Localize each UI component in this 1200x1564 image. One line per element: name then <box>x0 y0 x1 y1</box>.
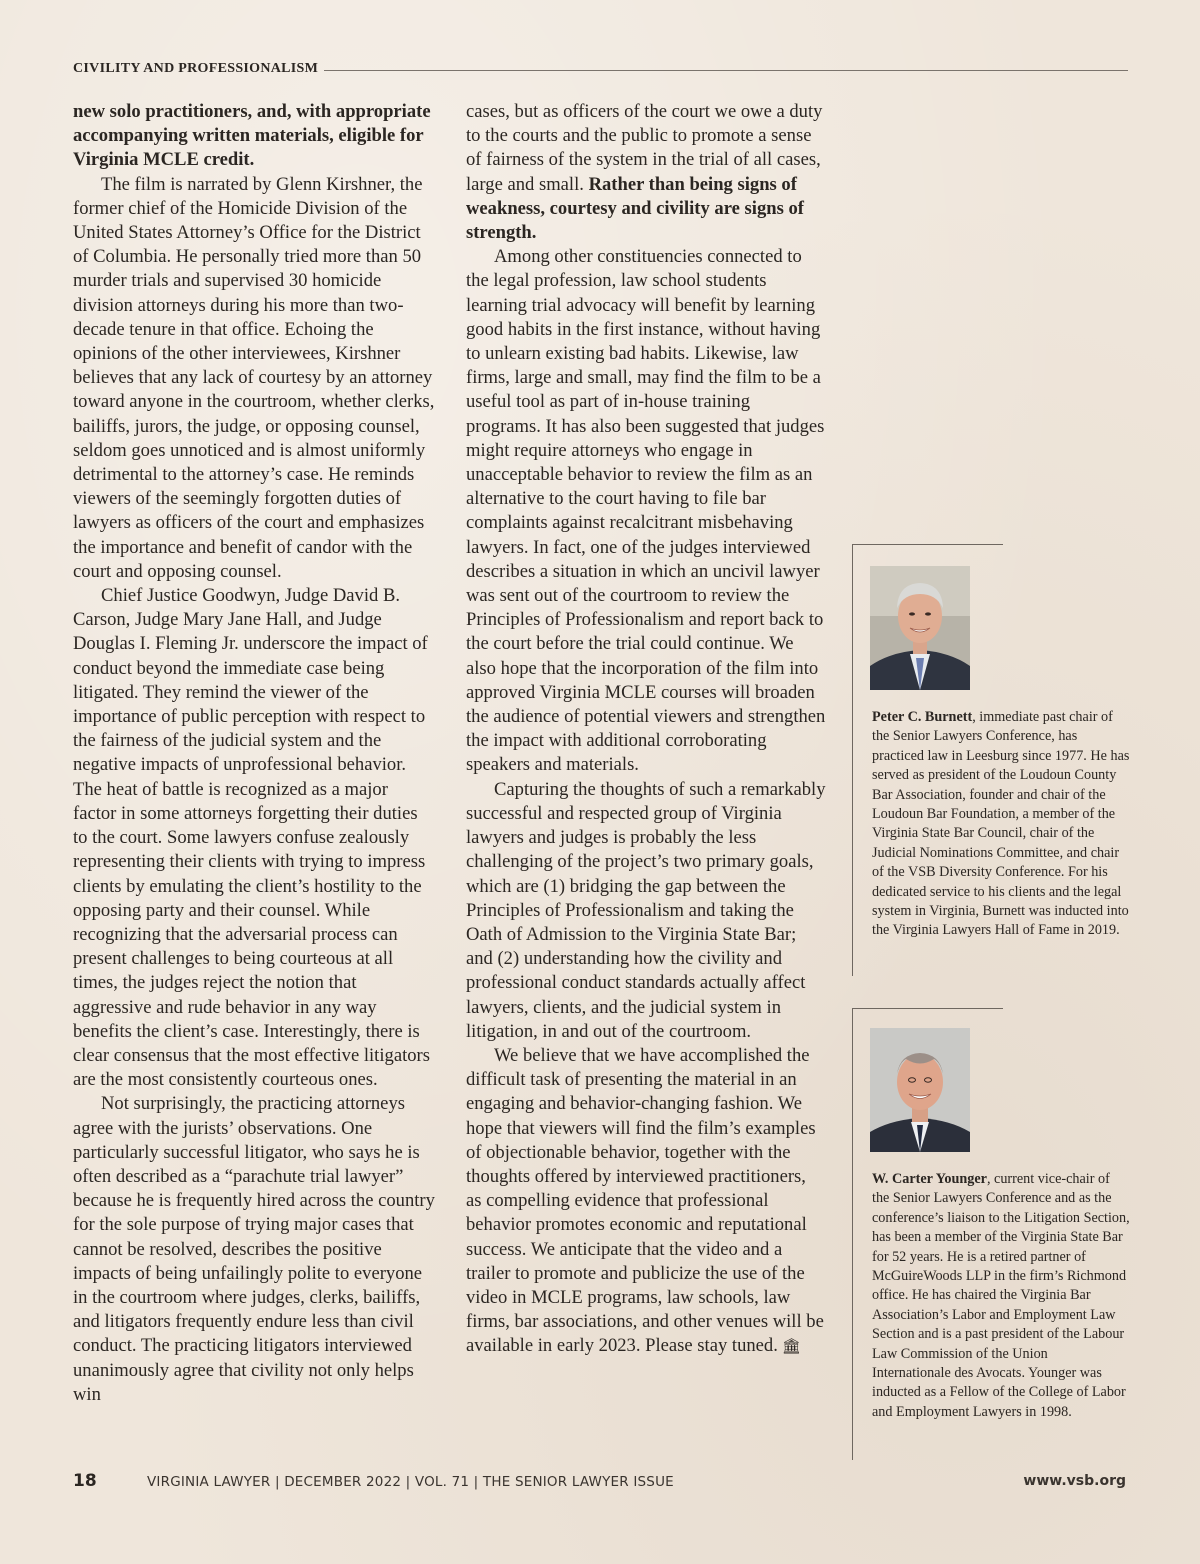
issue-info: VIRGINIA LAWYER | DECEMBER 2022 | VOL. 71 | THE SENIOR LAWYER ISSUE <box>147 1474 674 1490</box>
page-number: 18 <box>73 1471 97 1491</box>
paragraph-constituencies: Among other constituencies connected to the legal profession, law school students learning trial advocacy will benefit by learning good habits in the first instance, without having to unlearn existing bad habits. Likewise, law firms, large and small, may find the film to be a useful tool as part of in-house training programs. It has also been suggested that judges might require attorneys who engage in unacceptable behavior to review the film as an alternative to the court having to file bar complaints against recalcitrant misbehaving lawyers. In fact, one of the judges interviewed describes a situation in which an uncivil lawyer was sent out of the courtroom to review the Principles of Professionalism and report back to the court before the trial could continue. We also hope that the incorporation of the film into approved Virginia MCLE courses will broaden the audience of potential viewers and strengthen the impact with additional corroborating speakers and materials. <box>466 246 826 776</box>
paragraph-conclusion <box>466 1044 826 1360</box>
article-column-1 <box>73 100 435 1407</box>
end-mark-icon: 🏛 <box>781 1339 801 1356</box>
paragraph-narrator: The film is narrated by Glenn Kirshner, the former chief of the Homicide Division of the United States Attorney’s Office for the District of Columbia. He personally tried more than 50 murder trials and supervised 30 homicide division attorneys during his more than two-decade tenure in that office. Echoing the opinions of the other interviewees, Kirshner believes that any lack of courtesy by an attorney toward anyone in the courtroom, whether clerks, bailiffs, jurors, the judge, or opposing counsel, seldom goes unnoticed and is almost uniformly detrimental to the attorney’s case. He reminds viewers of the seemingly forgotten duties of lawyers as officers of the court and emphasizes the importance and benefit of candor with the court and opposing counsel. <box>73 173 435 582</box>
author-bio-younger <box>852 1008 1131 1460</box>
paragraph-goals: Capturing the thoughts of such a remarkably successful and respected group of Virginia lawyers and judges is probably the less challenging of the project’s two primary goals, which are (1) bridging the gap between the Principles of Professionalism and taking the Oath of Admission to the Virginia State Bar; and (2) understanding how the civility and professional conduct standards actually affect lawyers, clients, and the judicial system in litigation, in and out of the courtroom. <box>466 778 826 1042</box>
lead-bold-text: new solo practitioners, and, with appropriate accompanying written materials, eligible for Virginia MCLE credit. <box>73 101 431 171</box>
bio-name: W. Carter Younger <box>872 1171 987 1187</box>
bio-text-burnett <box>872 708 1130 941</box>
bio-text-younger <box>872 1170 1130 1422</box>
section-title: CIVILITY AND PROFESSIONALISM <box>73 61 319 76</box>
paragraph-judges: Chief Justice Goodwyn, Judge David B. Carson, Judge Mary Jane Hall, and Judge Douglas I. Fleming Jr. underscore the impact of conduct beyond the immediate case being litigated. They remind the viewer of the importance of public perception with respect to the fairness of the judicial system and the negative impacts of unprofessional behavior. The heat of battle is recognized as a major factor in some attorneys forgetting their duties to the court. Some lawyers confuse zealously representing their clients with trying to impress clients by emulating the client’s hostility to the opposing party and their counsel. While recognizing that the adversarial process can present challenges to being courteous at all times, the judges reject the notion that aggressive and rude behavior in any way benefits the client’s case. Interestingly, there is clear consensus that the most effective litigators are the most consistently courteous ones. <box>73 585 430 1091</box>
conclusion-text: We believe that we have accomplished the difficult task of presenting the material in an engaging and behavior-changing fashion. We hope that viewers will find the film’s examples of objectionable behavior, together with the thoughts offered by interviewed practitioners, as compelling evidence that professional behavior promotes economic and reputational success. We anticipate that the video and a trailer to promote and publicize the use of the video in MCLE programs, law schools, law firms, bar associations, and other venues will be available in early 2023. Please stay tuned. <box>466 1044 824 1357</box>
website-link[interactable]: www.vsb.org <box>1023 1473 1126 1489</box>
author-photo-burnett <box>870 566 970 690</box>
continuation-text: cases, but as officers of the court we owe a duty to the courts and the public to promote a sense of fairness of the system in the trial of all cases, large and small. <box>466 101 823 195</box>
article-column-2 <box>466 100 826 1360</box>
bio-description: , current vice-chair of the Senior Lawyers Conference and as the conference’s liaison to the Litigation Section, has been a member of the Virginia State Bar for 52 years. He is a retired partner of McGuireWoods LLP in the firm’s Richmond office. He has chaired the Virginia Bar Association’s Labor and Employment Law Section and is a past president of the Labour Law Commission of the Union Internationale des Avocats. Younger was inducted as a Fellow of the College of Labor and Employment Lawyers in 1998. <box>872 1171 1130 1420</box>
bio-top-rule <box>853 544 1003 545</box>
author-photo-younger <box>870 1028 970 1152</box>
paragraph-continuation <box>466 100 826 245</box>
bio-name: Peter C. Burnett <box>872 709 973 725</box>
page-footer <box>73 1469 1128 1499</box>
lead-paragraph <box>73 100 435 173</box>
section-rule <box>324 70 1128 71</box>
bio-description: , immediate past chair of the Senior Lawyers Conference, has practiced law in Leesburg since 1977. He has served as president of the Loudoun County Bar Association, founder and chair of the Loudoun Bar Foundation, a member of the Virginia State Bar Council, chair of the Judicial Nominations Committee, and chair of the VSB Diversity Conference. For his dedicated service to his clients and the legal system in Virginia, Burnett was inducted into the Virginia Lawyers Hall of Fame in 2019. <box>872 709 1130 939</box>
bio-top-rule <box>853 1008 1003 1009</box>
pull-statement: Rather than being signs of weakness, courtesy and civility are signs of strength. <box>466 173 804 244</box>
section-header <box>73 59 1128 79</box>
paragraph-attorneys: Not surprisingly, the practicing attorneys agree with the jurists’ observations. One particularly successful litigator, who says he is often described as a “parachute trial lawyer” because he is frequently hired across the country for the sole purpose of trying major cases that cannot be resolved, describes the positive impacts of being unfailingly polite to everyone in the courtroom where judges, clerks, bailiffs, and litigators frequently endure less than civil conduct. The practicing litigators interviewed unanimously agree that civility not only helps win <box>73 1093 435 1405</box>
author-bio-burnett <box>852 544 1131 976</box>
